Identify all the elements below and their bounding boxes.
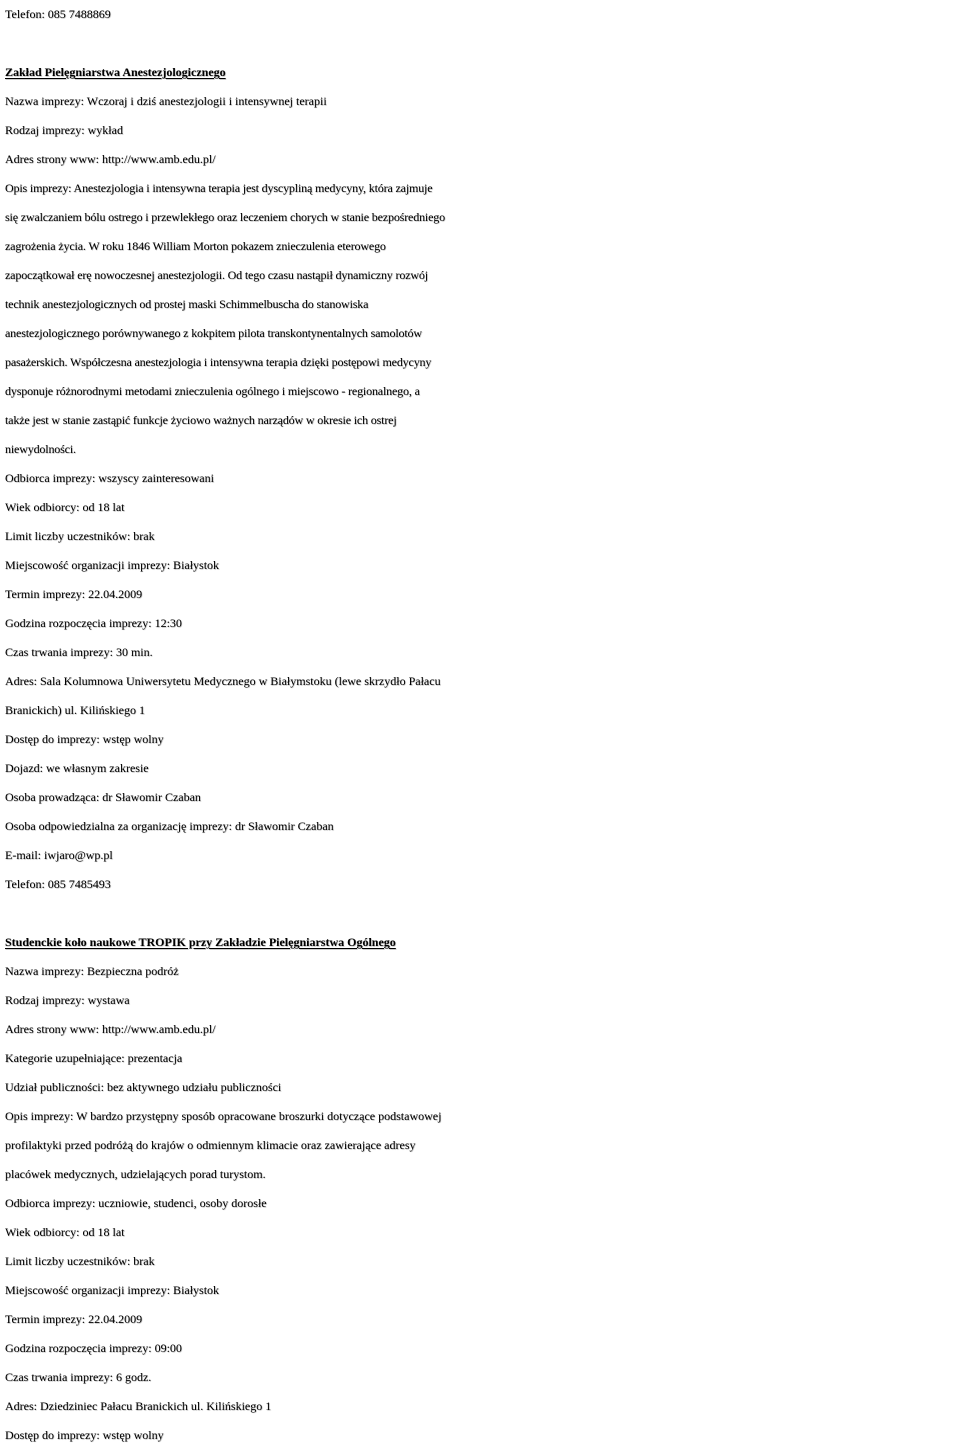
- event-limit: Limit liczby uczestników: brak: [5, 1254, 155, 1268]
- event-transport: Dojazd: we własnym zakresie: [5, 761, 149, 775]
- event-website: Adres strony www: http://www.amb.edu.pl/: [5, 152, 216, 166]
- event-type: Rodzaj imprezy: wystawa: [5, 993, 130, 1007]
- event-description: [5, 1102, 957, 1189]
- event-date: Termin imprezy: 22.04.2009: [5, 1312, 143, 1326]
- event-age: Wiek odbiorcy: od 18 lat: [5, 500, 125, 514]
- event-duration: Czas trwania imprezy: 30 min.: [5, 645, 153, 659]
- section-2-heading: Studenckie koło naukowe TROPIK przy Zakładzie Pielęgniarstwa Ogólnego: [5, 935, 396, 949]
- description-line: dysponuje różnorodnymi metodami znieczulenia ogólnego i miejscowo - regionalnego, a: [5, 384, 420, 398]
- event-city: Miejscowość organizacji imprezy: Białystok: [5, 558, 220, 572]
- description-line: pasażerskich. Współczesna anestezjologia i intensywna terapia dzięki postępowi medycyny: [5, 355, 432, 369]
- event-organizer: Osoba odpowiedzialna za organizację imprezy: dr Sławomir Czaban: [5, 819, 334, 833]
- event-limit: Limit liczby uczestników: brak: [5, 529, 155, 543]
- event-city: Miejscowość organizacji imprezy: Białystok: [5, 1283, 220, 1297]
- event-categories: Kategorie uzupełniające: prezentacja: [5, 1051, 183, 1065]
- event-audience: Odbiorca imprezy: wszyscy zainteresowani: [5, 471, 214, 485]
- event-section-1: [5, 58, 957, 899]
- event-date: Termin imprezy: 22.04.2009: [5, 587, 143, 601]
- description-line: profilaktyki przed podróżą do krajów o odmiennym klimacie oraz zawierające adresy: [5, 1138, 416, 1152]
- spacer: [5, 29, 957, 58]
- document-page: [5, 0, 957, 1450]
- description-line: anestezjologicznego porównywanego z kokpitem pilota transkontynentalnych samolotów: [5, 326, 422, 340]
- event-start-time: Godzina rozpoczęcia imprezy: 09:00: [5, 1341, 182, 1355]
- event-participation: Udział publiczności: bez aktywnego udziału publiczności: [5, 1080, 282, 1094]
- event-email: E-mail: iwjaro@wp.pl: [5, 848, 113, 862]
- description-line: się zwalczaniem bólu ostrego i przewlekłego oraz leczeniem chorych w stanie bezpośredniego: [5, 210, 445, 224]
- top-phone: Telefon: 085 7488869: [5, 7, 111, 21]
- event-address-line: Adres: Sala Kolumnowa Uniwersytetu Medycznego w Białymstoku (lewe skrzydło Pałacu: [5, 674, 441, 688]
- event-access: Dostęp do imprezy: wstęp wolny: [5, 732, 164, 746]
- event-section-2: [5, 928, 957, 1450]
- event-description: [5, 174, 957, 464]
- event-address-line: Branickich) ul. Kilińskiego 1: [5, 703, 145, 717]
- section-1-heading: Zakład Pielęgniarstwa Anestezjologicznego: [5, 65, 226, 79]
- event-audience: Odbiorca imprezy: uczniowie, studenci, osoby dorosłe: [5, 1196, 267, 1210]
- event-name: Nazwa imprezy: Bezpieczna podróż: [5, 964, 179, 978]
- event-name: Nazwa imprezy: Wczoraj i dziś anestezjologii i intensywnej terapii: [5, 94, 327, 108]
- event-age: Wiek odbiorcy: od 18 lat: [5, 1225, 125, 1239]
- spacer: [5, 899, 957, 928]
- description-line: zagrożenia życia. W roku 1846 William Morton pokazem znieczulenia eterowego: [5, 239, 386, 253]
- description-line: technik anestezjologicznych od prostej maski Schimmelbuscha do stanowiska: [5, 297, 369, 311]
- description-line: niewydolności.: [5, 442, 76, 456]
- description-line: placówek medycznych, udzielających porad turystom.: [5, 1167, 266, 1181]
- event-type: Rodzaj imprezy: wykład: [5, 123, 123, 137]
- description-line: Opis imprezy: Anestezjologia i intensywna terapia jest dyscypliną medycyny, która zajmuje: [5, 181, 433, 195]
- description-line: także jest w stanie zastąpić funkcje życiowo ważnych narządów w okresie ich ostrej: [5, 413, 397, 427]
- event-website: Adres strony www: http://www.amb.edu.pl/: [5, 1022, 216, 1036]
- description-line: Opis imprezy: W bardzo przystępny sposób opracowane broszurki dotyczące podstawowej: [5, 1109, 442, 1123]
- event-duration: Czas trwania imprezy: 6 godz.: [5, 1370, 152, 1384]
- event-start-time: Godzina rozpoczęcia imprezy: 12:30: [5, 616, 182, 630]
- event-phone: Telefon: 085 7485493: [5, 877, 111, 891]
- event-address: Adres: Dziedziniec Pałacu Branickich ul. Kilińskiego 1: [5, 1399, 272, 1413]
- event-host: Osoba prowadząca: dr Sławomir Czaban: [5, 790, 201, 804]
- description-line: zapoczątkował erę nowoczesnej anestezjologii. Od tego czasu nastąpił dynamiczny rozwój: [5, 268, 428, 282]
- event-access: Dostęp do imprezy: wstęp wolny: [5, 1428, 164, 1442]
